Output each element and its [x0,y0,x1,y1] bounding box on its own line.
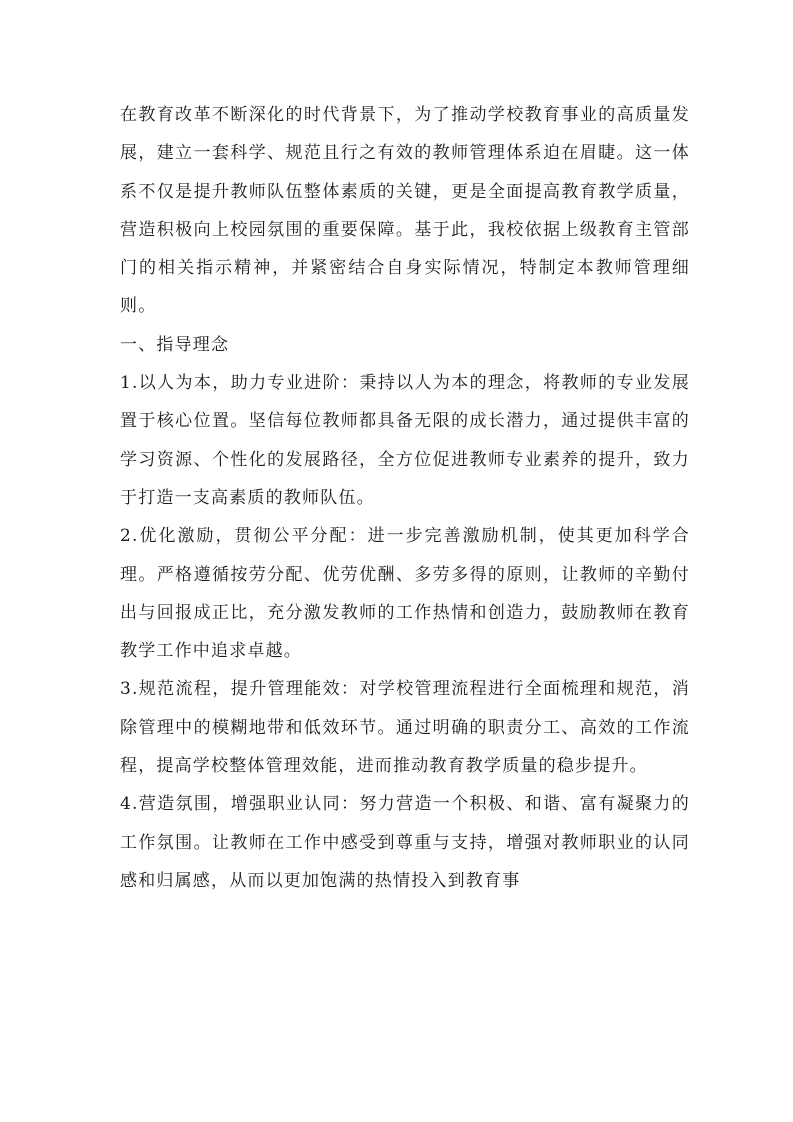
list-item: 4.营造氛围，增强职业认同：努力营造一个积极、和谐、富有凝聚力的工作氛围。让教师在工作中感受到尊重与支持，增强对教师职业的认同感和归属感，从而以更加饱满的热情投入到教育事 [120,794,690,891]
section-heading: 一、指导理念 [120,334,230,355]
list-item: 2.优化激励，贯彻公平分配：进一步完善激励机制，使其更加科学合理。严格遵循按劳分配、优劳优酬、多劳多得的原则，让教师的辛勤付出与回报成正比，充分激发教师的工作热情和创造力，鼓励教师在教育教学工作中追求卓越。 [120,526,690,662]
intro-paragraph: 在教育改革不断深化的时代背景下，为了推动学校教育事业的高质量发展，建立一套科学、规范且行之有效的教师管理体系迫在眉睫。这一体系不仅是提升教师队伍整体素质的关键，更是全面提高教育教学质量，营造积极向上校园氛围的重要保障。基于此，我校依据上级教育主管部门的相关指示精神，并紧密结合自身实际情况，特制定本教师管理细则。 [120,105,690,317]
document-page [120,96,690,900]
list-item: 3.规范流程，提升管理能效：对学校管理流程进行全面梳理和规范，消除管理中的模糊地带和低效环节。通过明确的职责分工、高效的工作流程，提高学校整体管理效能，进而推动教育教学质量的稳步提升。 [120,679,690,777]
list-item: 1.以人为本，助力专业进阶：秉持以人为本的理念，将教师的专业发展置于核心位置。坚信每位教师都具备无限的成长潜力，通过提供丰富的学习资源、个性化的发展路径，全方位促进教师专业素养的提升，致力于打造一支高素质的教师队伍。 [120,373,690,508]
